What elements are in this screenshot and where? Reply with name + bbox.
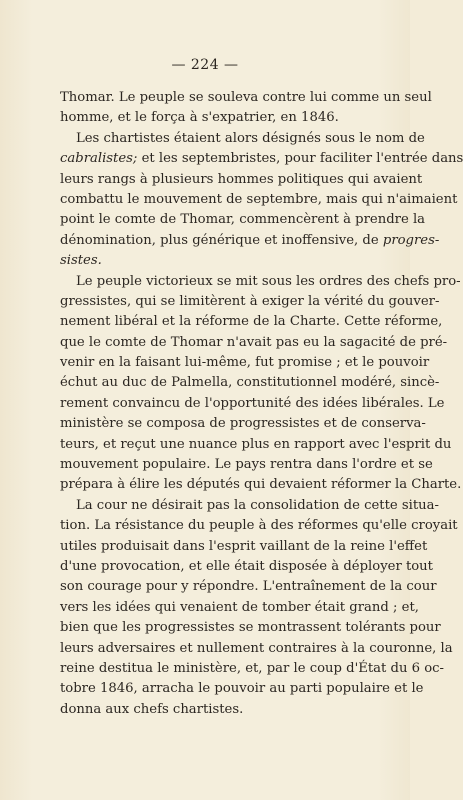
text-line xyxy=(60,210,426,230)
text-run: dénomination, plus générique et inoffensive, de xyxy=(60,232,383,248)
text-line xyxy=(60,190,458,210)
text-line xyxy=(60,394,445,414)
text-run: ministère se composa de progressistes et de conserva- xyxy=(60,416,426,432)
text-line xyxy=(60,149,463,169)
text-run: Le peuple victorieux se mit sous les ordres des chefs pro- xyxy=(76,273,461,289)
text-line xyxy=(60,618,441,638)
text-line xyxy=(60,108,388,128)
text-run: teurs, et reçut une nuance plus en rapport avec l'esprit du xyxy=(60,436,452,452)
text-run: nement libéral et la réforme de la Charte. Cette réforme, xyxy=(60,314,443,330)
text-line xyxy=(60,88,432,108)
text-run: et les septembristes, pour faciliter l'entrée dans xyxy=(137,151,463,167)
text-run: utiles produisait dans l'esprit vaillant de la reine l'effet xyxy=(60,538,428,554)
text-run: venir en la faisant lui-même, fut promise ; et le pouvoir xyxy=(60,355,430,371)
text-line xyxy=(60,231,440,251)
italic-text: cabralistes; xyxy=(60,151,138,167)
text-run: leurs adversaires et nullement contraires à la couronne, la xyxy=(60,640,453,656)
text-run: bien que les progressistes se montrassent tolérants pour xyxy=(60,620,441,636)
text-run: reine destitua le ministère, et, par le coup d'État du 6 oc- xyxy=(60,660,444,676)
text-line xyxy=(60,251,388,271)
text-line xyxy=(60,598,419,618)
text-run: rement convaincu de l'opportunité des idées libérales. Le xyxy=(60,395,445,411)
text-line xyxy=(60,639,453,659)
text-run: Les chartistes étaient alors désignés sous le nom de xyxy=(76,130,425,146)
text-run: vers les idées qui venaient de tomber était grand ; et, xyxy=(60,599,419,615)
text-run: prépara à élire les députés qui devaient réformer la Charte. xyxy=(60,477,462,493)
text-line xyxy=(60,292,440,312)
text-line xyxy=(60,475,462,495)
text-line xyxy=(60,577,437,597)
page-number: — 224 — xyxy=(171,57,239,73)
text-run: donna aux chefs chartistes. xyxy=(60,701,244,717)
text-line xyxy=(60,435,452,455)
text-line xyxy=(60,537,428,557)
text-line xyxy=(60,312,443,332)
text-run: que le comte de Thomar n'avait pas eu la sagacité de pré- xyxy=(60,334,448,350)
text-line xyxy=(60,496,439,516)
text-line xyxy=(60,414,426,434)
text-line xyxy=(60,700,388,720)
text-run: point le comte de Thomar, commencèrent à prendre la xyxy=(60,212,426,228)
text-line xyxy=(60,516,458,536)
text-run: tion. La résistance du peuple à des réformes qu'elle croyait xyxy=(60,518,458,534)
text-run: mouvement populaire. Le pays rentra dans l'ordre et se xyxy=(60,457,433,473)
italic-text: progres- xyxy=(382,232,440,248)
text-run: d'une provocation, et elle était disposée à déployer tout xyxy=(60,558,433,574)
text-line xyxy=(60,679,424,699)
text-run: La cour ne désirait pas la consolidation de cette situa- xyxy=(76,497,439,513)
body-text xyxy=(60,88,463,720)
text-line xyxy=(60,455,433,475)
text-line xyxy=(60,353,430,373)
text-run: Thomar. Le peuple se souleva contre lui comme un seul xyxy=(60,90,432,105)
text-run: échut au duc de Palmella, constitutionnel modéré, sincè- xyxy=(60,375,440,391)
text-run: combattu le mouvement de septembre, mais qui n'aimaient xyxy=(60,191,458,207)
text-run: son courage pour y répondre. L'entraînement de la cour xyxy=(60,579,437,595)
text-run: gressistes, qui se limitèrent à exiger la vérité du gouver- xyxy=(60,293,440,309)
text-line xyxy=(60,170,423,190)
text-line xyxy=(60,129,425,149)
text-run: tobre 1846, arracha le pouvoir au parti populaire et le xyxy=(60,681,424,697)
text-line xyxy=(60,557,433,577)
text-run: homme, et le força à s'expatrier, en 1846. xyxy=(60,110,339,126)
text-run: leurs rangs à plusieurs hommes politiques qui avaient xyxy=(60,171,423,187)
text-line xyxy=(60,272,461,292)
text-line xyxy=(60,659,444,679)
text-line xyxy=(60,373,440,393)
text-line xyxy=(60,333,448,353)
italic-text: sistes. xyxy=(60,253,102,269)
